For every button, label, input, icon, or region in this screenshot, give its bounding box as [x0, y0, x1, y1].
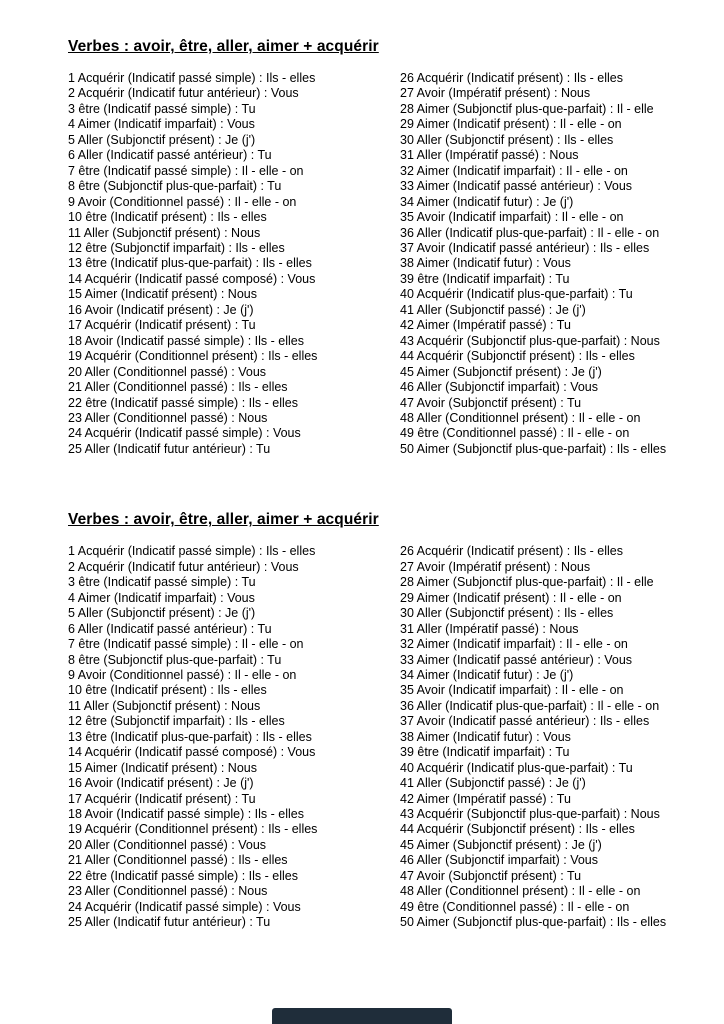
left-column: [68, 544, 400, 930]
verb-exercise-line: 16 Avoir (Indicatif présent) : Je (j'): [68, 302, 254, 317]
verb-exercise-line: 6 Aller (Indicatif passé antérieur) : Tu: [68, 621, 272, 636]
verb-exercise-line: 3 être (Indicatif passé simple) : Tu: [68, 101, 256, 116]
verb-exercise-line: 4 Aimer (Indicatif imparfait) : Vous: [68, 590, 255, 605]
verb-exercise-line: 31 Aller (Impératif passé) : Nous: [400, 621, 579, 636]
verb-exercise-line: 2 Acquérir (Indicatif futur antérieur) : Vous: [68, 559, 299, 574]
section-heading: Verbes : avoir, être, aller, aimer + acquérir: [68, 511, 379, 529]
verb-exercise-line: 9 Avoir (Conditionnel passé) : Il - elle - on: [68, 194, 297, 209]
verb-exercise-line: 46 Aller (Subjonctif imparfait) : Vous: [400, 853, 599, 868]
verb-exercise-line: 29 Aimer (Indicatif présent) : Il - elle - on: [400, 117, 622, 132]
verb-exercise-line: 15 Aimer (Indicatif présent) : Nous: [68, 287, 257, 302]
verb-exercise-line: 6 Aller (Indicatif passé antérieur) : Tu: [68, 148, 272, 163]
verb-exercise-line: 2 Acquérir (Indicatif futur antérieur) : Vous: [68, 86, 299, 101]
verb-exercise-line: 29 Aimer (Indicatif présent) : Il - elle - on: [400, 590, 622, 605]
verb-exercise-line: 40 Acquérir (Indicatif plus-que-parfait) : Tu: [400, 760, 633, 775]
verb-exercise-line: 3 être (Indicatif passé simple) : Tu: [68, 575, 256, 590]
verb-exercise-line: 27 Avoir (Impératif présent) : Nous: [400, 86, 591, 101]
verb-exercise-line: 14 Acquérir (Indicatif passé composé) : Vous: [68, 745, 316, 760]
verb-exercise-line: 49 être (Conditionnel passé) : Il - elle - on: [400, 899, 630, 914]
verb-exercise-line: 44 Acquérir (Subjonctif présent) : Ils - elles: [400, 822, 635, 837]
verb-exercise-line: 7 être (Indicatif passé simple) : Il - elle - on: [68, 163, 304, 178]
verb-exercise-line: 20 Aller (Conditionnel passé) : Vous: [68, 364, 267, 379]
verb-exercise-line: 33 Aimer (Indicatif passé antérieur) : Vous: [400, 179, 633, 194]
verb-exercise-line: 41 Aller (Subjonctif passé) : Je (j'): [400, 776, 586, 791]
verb-exercise-line: 16 Avoir (Indicatif présent) : Je (j'): [68, 776, 254, 791]
verb-exercise-line: 8 être (Subjonctif plus-que-parfait) : Tu: [68, 652, 282, 667]
footer-bar: [272, 1008, 452, 1024]
verb-exercise-line: 21 Aller (Conditionnel passé) : Ils - elles: [68, 853, 288, 868]
verb-exercise-line: 11 Aller (Subjonctif présent) : Nous: [68, 225, 261, 240]
verb-exercise-line: 14 Acquérir (Indicatif passé composé) : Vous: [68, 271, 316, 286]
left-column: [68, 71, 400, 457]
verb-exercise-line: 24 Acquérir (Indicatif passé simple) : Vous: [68, 899, 301, 914]
verb-exercise-line: 39 être (Indicatif imparfait) : Tu: [400, 271, 570, 286]
verb-exercise-line: 34 Aimer (Indicatif futur) : Je (j'): [400, 194, 574, 209]
verb-exercise-line: 28 Aimer (Subjonctif plus-que-parfait) : Il - elle: [400, 101, 654, 116]
verb-exercise-line: 17 Acquérir (Indicatif présent) : Tu: [68, 791, 256, 806]
verb-exercise-line: 7 être (Indicatif passé simple) : Il - elle - on: [68, 637, 304, 652]
verb-exercise-line: 43 Acquérir (Subjonctif plus-que-parfait) : Nous: [400, 333, 660, 348]
verb-exercise-line: 42 Aimer (Impératif passé) : Tu: [400, 791, 571, 806]
verb-exercise-line: 18 Avoir (Indicatif passé simple) : Ils - elles: [68, 333, 304, 348]
verb-exercise-line: 38 Aimer (Indicatif futur) : Vous: [400, 729, 571, 744]
verb-exercise-line: 12 être (Subjonctif imparfait) : Ils - elles: [68, 714, 285, 729]
verb-exercise-line: 22 être (Indicatif passé simple) : Ils - elles: [68, 868, 298, 883]
verb-exercise-line: 30 Aller (Subjonctif présent) : Ils - elles: [400, 132, 614, 147]
verb-exercise-line: 26 Acquérir (Indicatif présent) : Ils - elles: [400, 544, 624, 559]
verb-exercise-line: 20 Aller (Conditionnel passé) : Vous: [68, 837, 267, 852]
verb-exercise-line: 11 Aller (Subjonctif présent) : Nous: [68, 698, 261, 713]
verb-exercise-line: 30 Aller (Subjonctif présent) : Ils - elles: [400, 606, 614, 621]
verb-exercise-line: 24 Acquérir (Indicatif passé simple) : Vous: [68, 426, 301, 441]
verb-exercise-line: 5 Aller (Subjonctif présent) : Je (j'): [68, 132, 256, 147]
verb-exercise-line: 37 Avoir (Indicatif passé antérieur) : Ils - elles: [400, 714, 650, 729]
verb-exercise-line: 4 Aimer (Indicatif imparfait) : Vous: [68, 117, 255, 132]
verb-exercise-line: 21 Aller (Conditionnel passé) : Ils - elles: [68, 380, 288, 395]
verb-exercise-line: 26 Acquérir (Indicatif présent) : Ils - elles: [400, 71, 624, 85]
verb-exercise-line: 37 Avoir (Indicatif passé antérieur) : Ils - elles: [400, 240, 650, 255]
verb-exercise-line: 17 Acquérir (Indicatif présent) : Tu: [68, 318, 256, 333]
verb-exercise-line: 34 Aimer (Indicatif futur) : Je (j'): [400, 667, 574, 682]
verb-exercise-line: 36 Aller (Indicatif plus-que-parfait) : Il - elle - on: [400, 225, 660, 240]
verb-exercise-line: 1 Acquérir (Indicatif passé simple) : Ils - elles: [68, 71, 316, 85]
verb-exercise-line: 27 Avoir (Impératif présent) : Nous: [400, 559, 591, 574]
verb-exercise-line: 19 Acquérir (Conditionnel présent) : Ils - elles: [68, 349, 318, 364]
verb-exercise-line: 23 Aller (Conditionnel passé) : Nous: [68, 884, 268, 899]
verb-exercise-line: 41 Aller (Subjonctif passé) : Je (j'): [400, 302, 586, 317]
verb-exercise-line: 22 être (Indicatif passé simple) : Ils - elles: [68, 395, 298, 410]
verb-exercise-line: 8 être (Subjonctif plus-que-parfait) : Tu: [68, 179, 282, 194]
verb-exercise-line: 48 Aller (Conditionnel présent) : Il - elle - on: [400, 884, 641, 899]
verb-exercise-line: 35 Avoir (Indicatif imparfait) : Il - elle - on: [400, 683, 624, 698]
verb-exercise-line: 45 Aimer (Subjonctif présent) : Je (j'): [400, 364, 602, 379]
verb-exercise-line: 48 Aller (Conditionnel présent) : Il - elle - on: [400, 410, 641, 425]
verb-exercise-line: 39 être (Indicatif imparfait) : Tu: [400, 745, 570, 760]
verb-exercise-line: 25 Aller (Indicatif futur antérieur) : Tu: [68, 915, 271, 930]
exercise-columns: [68, 71, 696, 457]
verb-exercise-line: 47 Avoir (Subjonctif présent) : Tu: [400, 395, 582, 410]
section-heading: Verbes : avoir, être, aller, aimer + acquérir: [68, 38, 379, 55]
verb-exercise-line: 46 Aller (Subjonctif imparfait) : Vous: [400, 380, 599, 395]
verb-exercise-line: 50 Aimer (Subjonctif plus-que-parfait) : Ils - elles: [400, 441, 667, 456]
verb-exercise-line: 50 Aimer (Subjonctif plus-que-parfait) : Ils - elles: [400, 915, 667, 930]
verb-exercise-line: 36 Aller (Indicatif plus-que-parfait) : Il - elle - on: [400, 698, 660, 713]
verb-exercise-line: 40 Acquérir (Indicatif plus-que-parfait) : Tu: [400, 287, 633, 302]
verb-exercise-line: 19 Acquérir (Conditionnel présent) : Ils - elles: [68, 822, 318, 837]
exercise-section-1: [68, 0, 696, 457]
verb-exercise-line: 9 Avoir (Conditionnel passé) : Il - elle - on: [68, 667, 297, 682]
verb-exercise-line: 49 être (Conditionnel passé) : Il - elle - on: [400, 426, 630, 441]
verb-exercise-line: 18 Avoir (Indicatif passé simple) : Ils - elles: [68, 807, 304, 822]
verb-exercise-line: 43 Acquérir (Subjonctif plus-que-parfait) : Nous: [400, 807, 660, 822]
verb-exercise-line: 1 Acquérir (Indicatif passé simple) : Ils - elles: [68, 544, 316, 559]
verb-exercise-line: 13 être (Indicatif plus-que-parfait) : Ils - elles: [68, 256, 312, 271]
verb-exercise-line: 45 Aimer (Subjonctif présent) : Je (j'): [400, 837, 602, 852]
verb-exercise-line: 42 Aimer (Impératif passé) : Tu: [400, 318, 571, 333]
verb-exercise-line: 10 être (Indicatif présent) : Ils - elles: [68, 683, 267, 698]
verb-exercise-line: 38 Aimer (Indicatif futur) : Vous: [400, 256, 571, 271]
verb-exercise-line: 35 Avoir (Indicatif imparfait) : Il - elle - on: [400, 210, 624, 225]
exercise-section-2: [68, 457, 696, 930]
verb-exercise-line: 13 être (Indicatif plus-que-parfait) : Ils - elles: [68, 729, 312, 744]
verb-exercise-line: 12 être (Subjonctif imparfait) : Ils - elles: [68, 240, 285, 255]
right-column: [400, 71, 696, 457]
verb-exercise-line: 31 Aller (Impératif passé) : Nous: [400, 148, 579, 163]
verb-exercise-line: 32 Aimer (Indicatif imparfait) : Il - elle - on: [400, 637, 628, 652]
verb-exercise-line: 44 Acquérir (Subjonctif présent) : Ils - elles: [400, 349, 635, 364]
verb-exercise-line: 28 Aimer (Subjonctif plus-que-parfait) : Il - elle: [400, 575, 654, 590]
verb-exercise-line: 10 être (Indicatif présent) : Ils - elles: [68, 210, 267, 225]
verb-exercise-line: 15 Aimer (Indicatif présent) : Nous: [68, 760, 257, 775]
exercise-columns: [68, 544, 696, 930]
verb-exercise-line: 33 Aimer (Indicatif passé antérieur) : Vous: [400, 652, 633, 667]
right-column: [400, 544, 696, 930]
verb-exercise-line: 32 Aimer (Indicatif imparfait) : Il - elle - on: [400, 163, 628, 178]
verb-exercise-line: 23 Aller (Conditionnel passé) : Nous: [68, 410, 268, 425]
verb-exercise-line: 5 Aller (Subjonctif présent) : Je (j'): [68, 606, 256, 621]
verb-exercise-line: 25 Aller (Indicatif futur antérieur) : Tu: [68, 441, 271, 456]
verb-exercise-line: 47 Avoir (Subjonctif présent) : Tu: [400, 868, 582, 883]
